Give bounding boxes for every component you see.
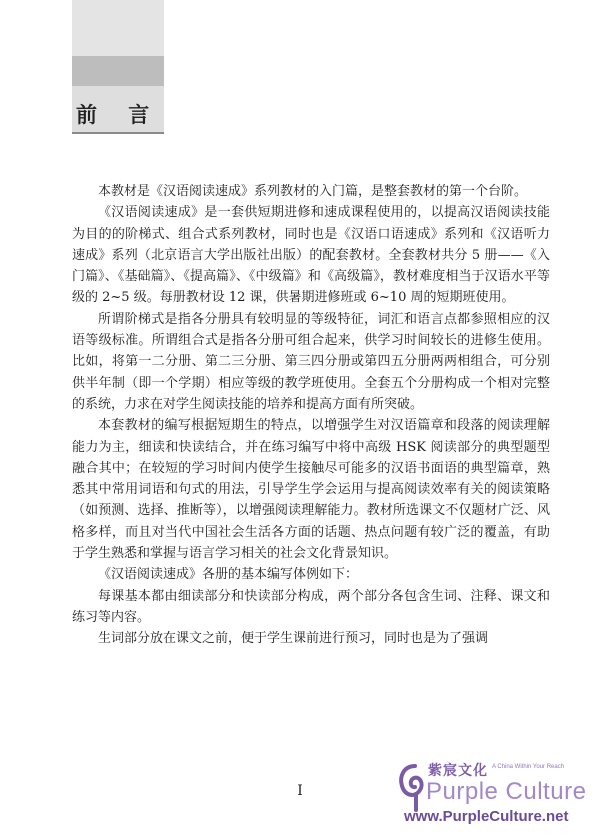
- paragraph-1: 本教材是《汉语阅读速成》系列教材的入门篇，是整套教材的第一个台阶。: [98, 184, 528, 199]
- paragraph-2: 《汉语阅读速成》是一套供短期进修和速成课程使用的，以提高汉语阅读技能为目的的阶梯式、组合式系列教材，同时也是《汉语口语速成》系列和《汉语听力速成》系列（北京语言大学出版社出版）的配套教材。全套教材共分 5 册——《入门篇》、《基础篇》、《提高篇》、《中级篇》和《高级篇》，教材难度相当于汉语水平等级的 2~5 级。每册教材设 12 课，供暑期进修班或 6~10 周的短期班使用。: [72, 205, 550, 306]
- watermark-url[interactable]: www.PurpleCulture.net: [404, 808, 569, 825]
- watermark-brand: Purple Culture: [426, 778, 587, 805]
- page-number: Ⅰ: [297, 783, 303, 799]
- preface-body: [72, 181, 550, 650]
- header-bar-top: [72, 0, 164, 56]
- paragraph-5: 《汉语阅读速成》各册的基本编写体例如下：: [98, 567, 359, 583]
- page-title: 前 言: [76, 102, 162, 127]
- watermark-chinese-name: 紫宸文化: [428, 763, 488, 779]
- paragraph-4: 本套教材的编写根据短期生的特点，以增强学生对汉语篇章和段落的阅读理解能力为主，细读和快读结合，并在练习编写中将中高级 HSK 阅读部分的典型题型融合其中；在较短的学习时间内使学生接触尽可能多的汉语书面语的典型篇章，熟悉其中常用词语和句式的用法，引导学生学会运用与提高阅读效率有关的阅读策略（如预测、选择、推断等），以增强阅读理解能力。教材所选课文不仅题材广泛、风格多样，而且对当代中国社会生活各方面的话题、热点问题有较广泛的覆盖，有助于学生熟悉和掌握与语言学习相关的社会文化背景知识。: [72, 418, 550, 562]
- watermark-tagline: A China Within Your Reach: [492, 764, 565, 770]
- paragraph-3: 所谓阶梯式是指各分册具有较明显的等级特征，词汇和语言点都参照相应的汉语等级标准。所谓组合式是指各分册可组合起来，供学习时间较长的进修生使用。比如，将第一二分册、第二三分册、第三四分册或第四五分册两两相组合，可分别供半年制（即一个学期）相应等级的教学班使用。全套五个分册构成一个相对完整的系统，力求在对学生阅读技能的培养和提高方面有所突破。: [72, 311, 550, 412]
- purple-culture-watermark: [396, 752, 596, 832]
- paragraph-6: 每课基本都由细读部分和快读部分构成，两个部分各包含生词、注释、课文和练习等内容。: [72, 588, 550, 625]
- paragraph-7: 生词部分放在课文之前，便于学生课前进行预习，同时也是为了强调: [98, 631, 489, 647]
- header-bar-middle: [72, 56, 164, 86]
